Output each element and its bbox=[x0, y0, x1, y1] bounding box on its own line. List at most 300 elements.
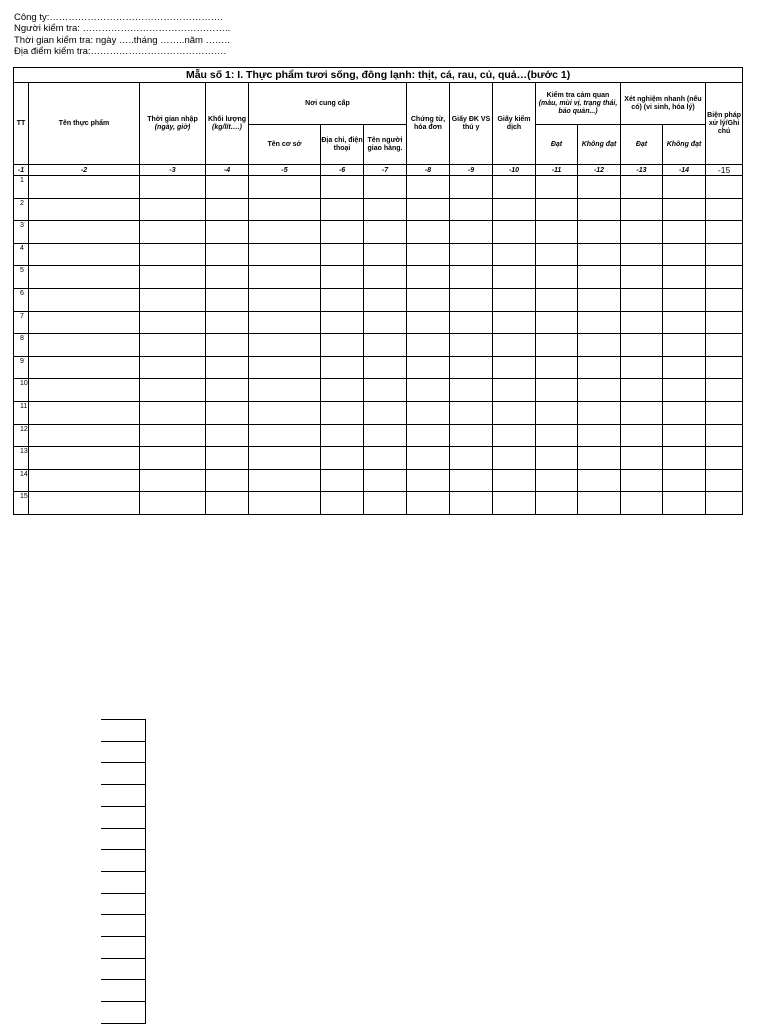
table-row bbox=[14, 311, 743, 334]
entry-cell[interactable] bbox=[206, 401, 249, 424]
entry-cell[interactable] bbox=[663, 447, 706, 470]
entry-cell[interactable] bbox=[29, 492, 140, 515]
table-row bbox=[14, 469, 743, 492]
entry-cell[interactable] bbox=[407, 198, 450, 221]
column-number: -11 bbox=[536, 165, 578, 176]
entry-cell[interactable] bbox=[706, 311, 743, 334]
ruled-line bbox=[101, 784, 146, 785]
inspector-line: Người kiểm tra: ……………………………………….. bbox=[14, 23, 231, 35]
row-number: 9 bbox=[14, 356, 29, 379]
entry-cell[interactable] bbox=[321, 356, 364, 379]
column-number: -12 bbox=[578, 165, 621, 176]
entry-cell[interactable] bbox=[663, 379, 706, 402]
entry-cell[interactable] bbox=[706, 266, 743, 289]
table-row bbox=[14, 288, 743, 311]
entry-cell[interactable] bbox=[321, 334, 364, 357]
entry-cell[interactable] bbox=[140, 379, 206, 402]
entry-cell[interactable] bbox=[29, 176, 140, 199]
entry-cell[interactable] bbox=[206, 379, 249, 402]
entry-cell[interactable] bbox=[29, 198, 140, 221]
entry-cell[interactable] bbox=[578, 176, 621, 199]
entry-cell[interactable] bbox=[140, 469, 206, 492]
entry-cell[interactable] bbox=[663, 266, 706, 289]
entry-cell[interactable] bbox=[621, 334, 663, 357]
entry-cell[interactable] bbox=[206, 469, 249, 492]
table-row bbox=[14, 243, 743, 266]
entry-cell[interactable] bbox=[29, 401, 140, 424]
entry-cell[interactable] bbox=[621, 311, 663, 334]
column-number: -4 bbox=[206, 165, 249, 176]
col-header-supplier: Nơi cung cấp bbox=[249, 83, 407, 125]
entry-cell[interactable] bbox=[364, 288, 407, 311]
entry-cell[interactable] bbox=[663, 401, 706, 424]
entry-cell[interactable] bbox=[663, 492, 706, 515]
entry-cell[interactable] bbox=[663, 221, 706, 244]
sensory-check-label: Kiểm tra cảm quan bbox=[546, 91, 610, 99]
entry-cell[interactable] bbox=[364, 424, 407, 447]
entry-cell[interactable] bbox=[621, 176, 663, 199]
row-number: 6 bbox=[14, 288, 29, 311]
entry-cell[interactable] bbox=[536, 176, 578, 199]
entry-cell[interactable] bbox=[493, 424, 536, 447]
entry-cell[interactable] bbox=[29, 447, 140, 470]
entry-cell[interactable] bbox=[450, 198, 493, 221]
ruled-line bbox=[101, 871, 146, 872]
row-number: 1 bbox=[14, 176, 29, 199]
col-header-supplier-name: Tên cơ sở bbox=[249, 125, 321, 165]
entry-cell[interactable] bbox=[321, 401, 364, 424]
ruled-line bbox=[101, 762, 146, 763]
entry-cell[interactable] bbox=[493, 492, 536, 515]
rapid-fail-label: Không đạt bbox=[666, 140, 702, 148]
entry-cell[interactable] bbox=[206, 356, 249, 379]
entry-cell[interactable] bbox=[140, 221, 206, 244]
column-number: -2 bbox=[29, 165, 140, 176]
entry-cell[interactable] bbox=[493, 176, 536, 199]
col-header-rapid-fail bbox=[663, 125, 706, 165]
entry-cell[interactable] bbox=[450, 379, 493, 402]
entry-cell[interactable] bbox=[206, 424, 249, 447]
entry-cell[interactable] bbox=[29, 469, 140, 492]
column-number: -10 bbox=[493, 165, 536, 176]
entry-cell[interactable] bbox=[364, 176, 407, 199]
entry-cell[interactable] bbox=[578, 492, 621, 515]
table-row bbox=[14, 198, 743, 221]
entry-cell[interactable] bbox=[364, 492, 407, 515]
entry-cell[interactable] bbox=[140, 492, 206, 515]
entry-cell[interactable] bbox=[249, 198, 321, 221]
table-row bbox=[14, 492, 743, 515]
entry-cell[interactable] bbox=[621, 447, 663, 470]
entry-cell[interactable] bbox=[140, 266, 206, 289]
quantity-unit: (kg/lít….) bbox=[212, 123, 242, 131]
entry-cell[interactable] bbox=[621, 469, 663, 492]
ruled-line bbox=[101, 849, 146, 850]
entry-cell[interactable] bbox=[364, 379, 407, 402]
ruled-line bbox=[101, 1001, 146, 1002]
col-header-action: Biện pháp xử lý/Ghi chú bbox=[706, 83, 743, 165]
entry-cell[interactable] bbox=[140, 198, 206, 221]
row-number: 5 bbox=[14, 266, 29, 289]
entry-cell[interactable] bbox=[206, 243, 249, 266]
entry-cell[interactable] bbox=[706, 492, 743, 515]
entry-cell[interactable] bbox=[493, 266, 536, 289]
entry-cell[interactable] bbox=[206, 221, 249, 244]
table-row bbox=[14, 176, 743, 199]
entry-cell[interactable] bbox=[407, 311, 450, 334]
entry-cell[interactable] bbox=[578, 447, 621, 470]
entry-cell[interactable] bbox=[578, 469, 621, 492]
entry-cell[interactable] bbox=[321, 221, 364, 244]
ruled-line bbox=[101, 936, 146, 937]
entry-cell[interactable] bbox=[706, 424, 743, 447]
row-number: 3 bbox=[14, 221, 29, 244]
entry-cell[interactable] bbox=[450, 288, 493, 311]
entry-cell[interactable] bbox=[536, 424, 578, 447]
entry-cell[interactable] bbox=[364, 469, 407, 492]
entry-cell[interactable] bbox=[140, 447, 206, 470]
inspection-place-line: Địa điểm kiểm tra:……………………………………. bbox=[14, 46, 227, 58]
col-header-supplier-address: Địa chỉ, điện thoại bbox=[321, 125, 364, 165]
table-body bbox=[14, 176, 743, 515]
entry-cell[interactable] bbox=[206, 288, 249, 311]
entry-cell[interactable] bbox=[621, 424, 663, 447]
column-number-row bbox=[14, 165, 743, 176]
sensory-fail-label: Không đạt bbox=[581, 140, 617, 148]
col-header-vet-cert: Giấy ĐK VS thú y bbox=[450, 83, 493, 165]
entry-cell[interactable] bbox=[407, 492, 450, 515]
table-row bbox=[14, 356, 743, 379]
col-header-deliverer: Tên người giao hàng. bbox=[364, 125, 407, 165]
col-header-quarantine: Giấy kiểm dịch bbox=[493, 83, 536, 165]
table-row bbox=[14, 424, 743, 447]
entry-cell[interactable] bbox=[450, 492, 493, 515]
entry-cell[interactable] bbox=[536, 243, 578, 266]
entry-cell[interactable] bbox=[621, 198, 663, 221]
entry-cell[interactable] bbox=[663, 356, 706, 379]
entry-cell[interactable] bbox=[249, 492, 321, 515]
entry-cell[interactable] bbox=[536, 469, 578, 492]
entry-cell[interactable] bbox=[364, 266, 407, 289]
column-number: -8 bbox=[407, 165, 450, 176]
entry-cell[interactable] bbox=[536, 266, 578, 289]
column-number: -7 bbox=[364, 165, 407, 176]
entry-cell[interactable] bbox=[364, 401, 407, 424]
table-row bbox=[14, 447, 743, 470]
entry-cell[interactable] bbox=[536, 492, 578, 515]
entry-cell[interactable] bbox=[206, 334, 249, 357]
entry-cell[interactable] bbox=[249, 266, 321, 289]
entry-cell[interactable] bbox=[450, 469, 493, 492]
entry-cell[interactable] bbox=[249, 311, 321, 334]
inspection-time-line: Thời gian kiểm tra: ngày …..tháng ……..năm …….. bbox=[14, 34, 230, 46]
col-header-invoice: Chứng từ, hóa đơn bbox=[407, 83, 450, 165]
entry-cell[interactable] bbox=[450, 447, 493, 470]
entry-cell[interactable] bbox=[249, 424, 321, 447]
entry-cell[interactable] bbox=[407, 447, 450, 470]
entry-cell[interactable] bbox=[706, 379, 743, 402]
entry-cell[interactable] bbox=[663, 176, 706, 199]
entry-cell[interactable] bbox=[206, 492, 249, 515]
row-number: 10 bbox=[14, 379, 29, 402]
table-row bbox=[14, 221, 743, 244]
table-row bbox=[14, 379, 743, 402]
column-number: -9 bbox=[450, 165, 493, 176]
row-number: 7 bbox=[14, 311, 29, 334]
entry-cell[interactable] bbox=[321, 198, 364, 221]
entry-cell[interactable] bbox=[621, 243, 663, 266]
entry-cell[interactable] bbox=[493, 379, 536, 402]
entry-cell[interactable] bbox=[29, 243, 140, 266]
entry-cell[interactable] bbox=[493, 356, 536, 379]
entry-cell[interactable] bbox=[407, 401, 450, 424]
entry-cell[interactable] bbox=[321, 447, 364, 470]
entry-cell[interactable] bbox=[29, 311, 140, 334]
entry-cell[interactable] bbox=[578, 288, 621, 311]
entry-cell[interactable] bbox=[578, 243, 621, 266]
entry-cell[interactable] bbox=[706, 198, 743, 221]
entry-cell[interactable] bbox=[29, 356, 140, 379]
entry-cell[interactable] bbox=[536, 379, 578, 402]
col-header-tt: TT bbox=[14, 83, 29, 165]
entry-cell[interactable] bbox=[407, 266, 450, 289]
entry-cell[interactable] bbox=[249, 176, 321, 199]
entry-cell[interactable] bbox=[321, 288, 364, 311]
entry-cell[interactable] bbox=[249, 356, 321, 379]
entry-cell[interactable] bbox=[578, 311, 621, 334]
entry-cell[interactable] bbox=[407, 176, 450, 199]
entry-cell[interactable] bbox=[321, 379, 364, 402]
rapid-pass-label: Đạt bbox=[635, 140, 648, 148]
entry-cell[interactable] bbox=[29, 379, 140, 402]
entry-cell[interactable] bbox=[663, 469, 706, 492]
col-header-quantity bbox=[206, 83, 249, 165]
entry-cell[interactable] bbox=[450, 176, 493, 199]
entry-cell[interactable] bbox=[663, 424, 706, 447]
entry-cell[interactable] bbox=[663, 311, 706, 334]
entry-cell[interactable] bbox=[407, 379, 450, 402]
form-title: Mẫu số 1: I. Thực phẩm tươi sống, đông lạnh: thịt, cá, rau, củ, quả…(bước 1) bbox=[14, 68, 743, 83]
entry-cell[interactable] bbox=[450, 401, 493, 424]
column-number: -13 bbox=[621, 165, 663, 176]
ruled-line bbox=[101, 828, 146, 829]
entry-cell[interactable] bbox=[450, 243, 493, 266]
entry-cell[interactable] bbox=[706, 221, 743, 244]
row-number: 11 bbox=[14, 401, 29, 424]
table-row bbox=[14, 401, 743, 424]
entry-cell[interactable] bbox=[249, 401, 321, 424]
entry-cell[interactable] bbox=[621, 221, 663, 244]
entry-cell[interactable] bbox=[450, 221, 493, 244]
entry-cell[interactable] bbox=[536, 221, 578, 244]
entry-cell[interactable] bbox=[321, 469, 364, 492]
entry-cell[interactable] bbox=[493, 334, 536, 357]
column-number: -1 bbox=[14, 165, 29, 176]
entry-cell[interactable] bbox=[249, 288, 321, 311]
entry-cell[interactable] bbox=[249, 243, 321, 266]
entry-cell[interactable] bbox=[621, 356, 663, 379]
sensory-pass-label: Đạt bbox=[550, 140, 563, 148]
entry-cell[interactable] bbox=[493, 401, 536, 424]
row-number: 8 bbox=[14, 334, 29, 357]
entry-cell[interactable] bbox=[249, 221, 321, 244]
entry-cell[interactable] bbox=[493, 288, 536, 311]
entry-cell[interactable] bbox=[706, 288, 743, 311]
col-header-rapid-test: Xét nghiệm nhanh (nếu có) (vi sinh, hóa lý) bbox=[621, 83, 706, 125]
entry-cell[interactable] bbox=[140, 243, 206, 266]
entry-cell[interactable] bbox=[578, 356, 621, 379]
entry-cell[interactable] bbox=[29, 266, 140, 289]
row-number: 2 bbox=[14, 198, 29, 221]
entry-cell[interactable] bbox=[536, 311, 578, 334]
entry-cell[interactable] bbox=[407, 334, 450, 357]
entry-cell[interactable] bbox=[536, 447, 578, 470]
entry-cell[interactable] bbox=[364, 356, 407, 379]
sensory-check-detail: (màu, mùi vị, trạng thái, bảo quản...) bbox=[538, 99, 618, 115]
entry-cell[interactable] bbox=[493, 469, 536, 492]
entry-cell[interactable] bbox=[536, 198, 578, 221]
entry-cell[interactable] bbox=[364, 243, 407, 266]
entry-cell[interactable] bbox=[364, 334, 407, 357]
column-number: -3 bbox=[140, 165, 206, 176]
column-number: -5 bbox=[249, 165, 321, 176]
entry-cell[interactable] bbox=[364, 311, 407, 334]
entry-cell[interactable] bbox=[578, 221, 621, 244]
col-header-sensory-pass bbox=[536, 125, 578, 165]
entry-cell[interactable] bbox=[578, 401, 621, 424]
entry-cell[interactable] bbox=[706, 356, 743, 379]
column-number: -6 bbox=[321, 165, 364, 176]
entry-cell[interactable] bbox=[407, 221, 450, 244]
col-header-import-time bbox=[140, 83, 206, 165]
import-time-unit: (ngày, giờ) bbox=[154, 123, 191, 131]
entry-cell[interactable] bbox=[621, 492, 663, 515]
entry-cell[interactable] bbox=[706, 176, 743, 199]
entry-cell[interactable] bbox=[364, 447, 407, 470]
entry-cell[interactable] bbox=[706, 243, 743, 266]
entry-cell[interactable] bbox=[706, 401, 743, 424]
entry-cell[interactable] bbox=[321, 492, 364, 515]
entry-cell[interactable] bbox=[493, 221, 536, 244]
entry-cell[interactable] bbox=[407, 356, 450, 379]
entry-cell[interactable] bbox=[578, 424, 621, 447]
entry-cell[interactable] bbox=[140, 176, 206, 199]
entry-cell[interactable] bbox=[249, 469, 321, 492]
entry-cell[interactable] bbox=[140, 401, 206, 424]
ruled-line bbox=[101, 741, 146, 742]
entry-cell[interactable] bbox=[140, 288, 206, 311]
entry-cell[interactable] bbox=[706, 334, 743, 357]
entry-cell[interactable] bbox=[364, 221, 407, 244]
row-number: 4 bbox=[14, 243, 29, 266]
entry-cell[interactable] bbox=[29, 424, 140, 447]
ruled-line bbox=[101, 893, 146, 894]
entry-cell[interactable] bbox=[364, 198, 407, 221]
entry-cell[interactable] bbox=[621, 401, 663, 424]
entry-cell[interactable] bbox=[663, 334, 706, 357]
entry-cell[interactable] bbox=[493, 311, 536, 334]
row-number: 12 bbox=[14, 424, 29, 447]
col-header-sensory-fail bbox=[578, 125, 621, 165]
entry-cell[interactable] bbox=[536, 334, 578, 357]
entry-cell[interactable] bbox=[206, 266, 249, 289]
entry-cell[interactable] bbox=[140, 424, 206, 447]
entry-cell[interactable] bbox=[493, 198, 536, 221]
entry-cell[interactable] bbox=[29, 221, 140, 244]
entry-cell[interactable] bbox=[206, 198, 249, 221]
entry-cell[interactable] bbox=[321, 311, 364, 334]
col-header-food-name: Tên thực phẩm bbox=[29, 83, 140, 165]
entry-cell[interactable] bbox=[493, 243, 536, 266]
entry-cell[interactable] bbox=[206, 176, 249, 199]
entry-cell[interactable] bbox=[621, 379, 663, 402]
entry-cell[interactable] bbox=[206, 447, 249, 470]
entry-cell[interactable] bbox=[407, 424, 450, 447]
entry-cell[interactable] bbox=[621, 266, 663, 289]
entry-cell[interactable] bbox=[140, 311, 206, 334]
entry-cell[interactable] bbox=[536, 401, 578, 424]
table-row bbox=[14, 266, 743, 289]
col-header-sensory-check bbox=[536, 83, 621, 125]
entry-cell[interactable] bbox=[578, 379, 621, 402]
entry-cell[interactable] bbox=[321, 243, 364, 266]
entry-cell[interactable] bbox=[578, 266, 621, 289]
ruled-line bbox=[101, 719, 146, 720]
column-number: -14 bbox=[663, 165, 706, 176]
entry-cell[interactable] bbox=[450, 356, 493, 379]
entry-cell[interactable] bbox=[578, 198, 621, 221]
entry-cell[interactable] bbox=[407, 243, 450, 266]
entry-cell[interactable] bbox=[536, 288, 578, 311]
entry-cell[interactable] bbox=[140, 356, 206, 379]
import-time-label: Thời gian nhập bbox=[147, 115, 198, 123]
entry-cell[interactable] bbox=[249, 447, 321, 470]
entry-cell[interactable] bbox=[407, 288, 450, 311]
entry-cell[interactable] bbox=[450, 334, 493, 357]
col-header-rapid-pass bbox=[621, 125, 663, 165]
entry-cell[interactable] bbox=[321, 176, 364, 199]
entry-cell[interactable] bbox=[706, 447, 743, 470]
entry-cell[interactable] bbox=[621, 288, 663, 311]
entry-cell[interactable] bbox=[450, 311, 493, 334]
inspection-table bbox=[13, 67, 743, 515]
table-row bbox=[14, 334, 743, 357]
entry-cell[interactable] bbox=[663, 288, 706, 311]
ruled-lines bbox=[101, 719, 146, 1024]
entry-cell[interactable] bbox=[663, 198, 706, 221]
entry-cell[interactable] bbox=[578, 334, 621, 357]
entry-cell[interactable] bbox=[249, 334, 321, 357]
entry-cell[interactable] bbox=[206, 311, 249, 334]
entry-cell[interactable] bbox=[450, 424, 493, 447]
entry-cell[interactable] bbox=[663, 243, 706, 266]
entry-cell[interactable] bbox=[493, 447, 536, 470]
entry-cell[interactable] bbox=[140, 334, 206, 357]
entry-cell[interactable] bbox=[29, 334, 140, 357]
ruled-line bbox=[101, 914, 146, 915]
entry-cell[interactable] bbox=[29, 288, 140, 311]
entry-cell[interactable] bbox=[249, 379, 321, 402]
entry-cell[interactable] bbox=[407, 469, 450, 492]
entry-cell[interactable] bbox=[536, 356, 578, 379]
quantity-label: Khối lượng bbox=[207, 115, 247, 123]
entry-cell[interactable] bbox=[450, 266, 493, 289]
row-number: 15 bbox=[14, 492, 29, 515]
entry-cell[interactable] bbox=[706, 469, 743, 492]
entry-cell[interactable] bbox=[321, 424, 364, 447]
entry-cell[interactable] bbox=[321, 266, 364, 289]
row-number: 13 bbox=[14, 447, 29, 470]
